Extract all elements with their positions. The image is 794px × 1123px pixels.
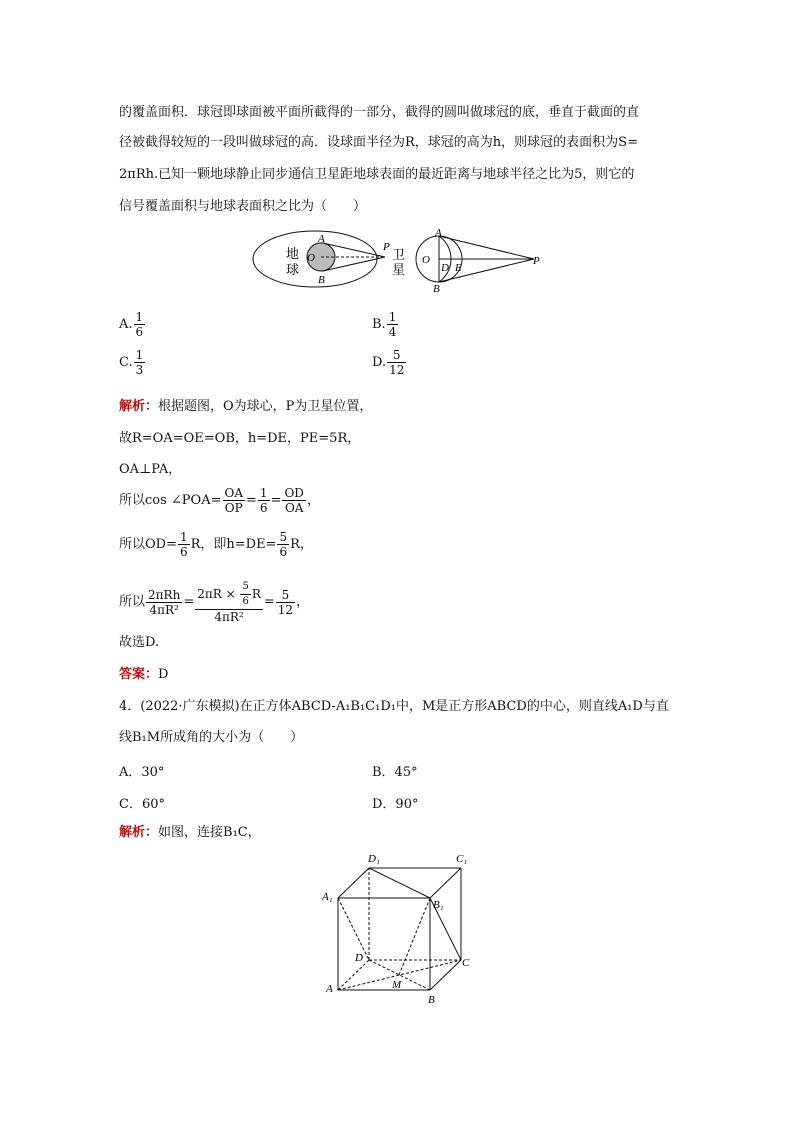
- solution-label: 解析：: [119, 399, 159, 414]
- solution3-line-1: 解析：根据题图，O为球心，P为卫星位置，: [119, 399, 373, 414]
- problem4-line-1: 4．(2022·广东模拟)在正方体ABCD-A₁B₁C₁D₁中，M是正方形ABCD的中心，则直线A₁D与直: [119, 699, 669, 714]
- option-3b: [372, 310, 399, 339]
- option-3d-fraction: $\frac{5}{12}$: [389, 348, 405, 377]
- option-3c: [119, 348, 146, 377]
- earth-satellite-figure: [250, 226, 550, 296]
- label-right-E: E: [455, 262, 462, 274]
- label-M: M: [392, 979, 402, 991]
- solution3-line-3: OA⊥PA，: [119, 462, 182, 477]
- option-3a-fraction: $\frac{1}{6}$: [135, 310, 144, 339]
- tangent-right-upper: [439, 236, 534, 259]
- solution4-line: 解析：如图，连接B₁C，: [119, 825, 261, 840]
- solution3-line-6: 所以 $\frac{\text{2πRh}}{\text{4πR²}}$ = 2πR × $\frac{5}{6}$ R 4πR² = $\frac{5}{12}$ ，: [119, 581, 310, 624]
- solution3-line-7: 故选D.: [119, 635, 160, 650]
- option-3b-label: B.: [372, 317, 386, 332]
- option-3a-label: A.: [119, 317, 133, 332]
- frac-substituted: 2πR × $\frac{5}{6}$ R 4πR²: [197, 581, 261, 624]
- option-4b: B．45°: [372, 765, 418, 780]
- label-B: B: [428, 994, 435, 1006]
- option-4c: C．60°: [119, 797, 165, 812]
- label-right-A: A: [435, 227, 442, 239]
- frac-OD-OA: $\frac{OD}{OA}$: [284, 486, 304, 515]
- earth-char-1: 地: [286, 246, 300, 261]
- label-right-B: B: [433, 283, 440, 295]
- earth-char-2: 球: [286, 262, 300, 277]
- label-B1: B₁: [433, 899, 444, 911]
- frac-5-12: $\frac{5}{12}$: [277, 587, 294, 617]
- satellite-char-2: 星: [392, 262, 406, 277]
- problem3-line-4: 信号覆盖面积与地球表面积之比为（ ）: [119, 199, 367, 214]
- frac-OA-OP: $\frac{OA}{OP}$: [224, 486, 244, 515]
- label-right-D: D: [441, 262, 449, 274]
- label-right-P: P: [533, 255, 540, 267]
- frac-area-ratio: $\frac{\text{2πRh}}{\text{4πR²}}$: [148, 587, 181, 617]
- label-C1: C₁: [456, 853, 468, 865]
- frac-1-6-b: $\frac{1}{6}$: [179, 530, 188, 559]
- option-3c-fraction: $\frac{1}{3}$: [135, 348, 144, 377]
- cube-figure: [318, 848, 478, 1008]
- label-left-P: P: [383, 241, 390, 253]
- answer3-line: [119, 666, 168, 684]
- solution3-line-2: 故R=OA=OE=OB，h=DE，PE=5R，: [119, 431, 361, 446]
- label-C: C: [462, 957, 470, 969]
- label-left-B: B: [318, 274, 325, 286]
- satellite-char-1: 卫: [392, 247, 406, 262]
- frac-1-6: $\frac{1}{6}$: [259, 486, 268, 515]
- label-D: D: [355, 952, 363, 964]
- label-A: A: [326, 983, 333, 995]
- label-left-A: A: [318, 233, 325, 245]
- problem3-line-1: 的覆盖面积．球冠即球面被平面所截得的一部分，截得的圆叫做球冠的底，垂直于截面的直: [119, 105, 640, 120]
- solution3-line-5: 所以OD= $\frac{1}{6}$ R，即h=DE= $\frac{5}{6}$ R，: [119, 530, 313, 559]
- label-D1: D₁: [368, 853, 380, 865]
- option-4d: D．90°: [372, 797, 419, 812]
- option-3d-label: D.: [372, 355, 387, 370]
- problem4-line-2: 线B₁M所成角的大小为（ ）: [119, 730, 304, 745]
- option-3a: [119, 310, 146, 339]
- label-right-O: O: [422, 254, 430, 266]
- option-3d: [372, 348, 407, 377]
- problem3-line-3: 2πRh.已知一颗地球静止同步通信卫星距地球表面的最近距离与地球半径之比为5，则它的: [119, 167, 635, 182]
- answer-label: 答案：: [119, 667, 159, 682]
- option-3c-label: C.: [119, 355, 133, 370]
- tangent-right-lower: [439, 259, 534, 282]
- option-4a: A．30°: [119, 765, 165, 780]
- label-left-O: O: [307, 252, 315, 264]
- problem3-line-2: 径被截得较短的一段叫做球冠的高．设球面半径为R，球冠的高为h，则球冠的表面积为S=: [119, 135, 638, 150]
- solution3-line-4: 所以cos ∠POA= $\frac{OA}{OP}$ = $\frac{1}{6}$ = $\frac{OD}{OA}$ ，: [119, 486, 320, 515]
- label-A1: A₁: [322, 891, 333, 903]
- option-3b-fraction: $\frac{1}{4}$: [388, 310, 397, 339]
- solution4-label: 解析：: [119, 825, 159, 840]
- answer-value: D: [158, 667, 169, 682]
- frac-5-6: $\frac{5}{6}$: [279, 530, 288, 559]
